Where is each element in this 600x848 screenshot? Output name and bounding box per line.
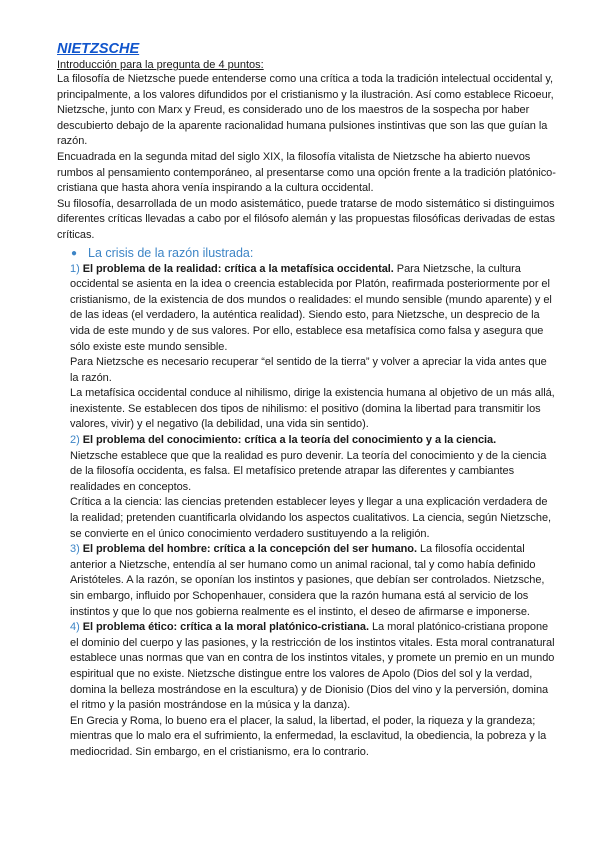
section-heading: El problema de la realidad: crítica a la metafísica occidental. — [82, 262, 394, 275]
section-paragraph: Para Nietzsche es necesario recuperar “el sentido de la tierra” y volver a apreciar la vida antes que la razón. — [70, 356, 547, 384]
document-page — [57, 40, 557, 761]
section-heading: El problema del conocimiento: crítica a la teoría del conocimiento y a la ciencia. — [82, 434, 497, 447]
section-paragraph: En Grecia y Roma, lo bueno era el placer, la salud, la libertad, el poder, la riqueza y la grandeza; mientras que lo malo era el sufrimiento, la enfermedad, la esclavitud, la obediencia, la pobreza y la mediocridad. Sin embargo, en el cristianismo, era lo contrario. — [70, 714, 547, 758]
section-paragraph: Crítica a la ciencia: las ciencias pretenden establecer leyes y llegar a una explicación verdadera de la realidad; pretenden cuantificarla olvidando los aspectos cualitativos. La ciencia, según Nietzsche, se convierte en el único conocimiento verdadero sustituyendo a la religión. — [70, 496, 552, 540]
bullet-item — [57, 245, 557, 262]
bullet-dot-icon: ● — [71, 247, 78, 259]
section-paragraph — [70, 542, 557, 620]
section-paragraph — [70, 433, 557, 449]
intro-paragraph: Encuadrada en la segunda mitad del siglo XIX, la filosofía vitalista de Nietzsche ha abierto nuevos rumbos al pensamiento contemporáneo, al presentarse como una opción frente a la tradición platónico-cristiana que hasta ahora venía inspirando a la cultura occidental. — [57, 150, 556, 195]
section-paragraph: Nietzsche establece que que la realidad es puro devenir. La teoría del conocimiento y de la ciencia de la filosofía occidenta, es falsa. El metafísico pretende atrapar las diferentes y cambiantes realidades en conceptos. — [70, 449, 547, 493]
section-heading: El problema ético: crítica a la moral platónico-cristiana. — [82, 621, 369, 634]
section-number: 2) — [70, 434, 80, 447]
section-paragraph — [70, 620, 557, 714]
section-paragraph — [70, 262, 557, 356]
section-text: La filosofía occidental anterior a Nietzsche, entendía al ser humano como un animal racional, tal y como había definido Aristóteles. A la razón, se oponían los instintos y pasiones, que debían ser controlados. Nietzsche, sin embargo, influido por Schopenhauer, considera que la razón humana está al servicio de los instintos y que lo que nos gobierna realmente es el instinto, el deseo de afirmarse e imponerse. — [70, 543, 545, 618]
section-hombre — [57, 542, 557, 620]
section-realidad — [57, 262, 557, 434]
section-paragraph: La metafísica occidental conduce al nihilismo, dirige la existencia humana al objetivo de un más allá, inexistente. Se establecen dos tipos de nihilismo: el positivo (domina la libertad para transmitir los valores, vivir) y el negativo (la debilidad, una vida sin sentido). — [70, 387, 555, 431]
section-number: 1) — [70, 262, 80, 275]
section-conocimiento — [57, 433, 557, 542]
intro-block — [57, 72, 557, 244]
section-number: 3) — [70, 543, 80, 556]
document-subtitle: Introducción para la pregunta de 4 puntos: — [57, 59, 264, 71]
section-heading: El problema del hombre: crítica a la concepción del ser humano. — [82, 543, 417, 556]
intro-paragraph: Su filosofía, desarrollada de un modo asistemático, puede tratarse de modo sistemático si distinguimos diferentes críticas llevadas a cabo por el filósofo alemán y las propuestas filosóficas derivadas de estas críticas. — [57, 197, 555, 241]
intro-paragraph: La filosofía de Nietzsche puede entenderse como una crítica a toda la tradición intelectual occidental y, principalmente, a los valores difundidos por el cristianismo y la ilustración. Así como establece Ricoeur, Nietzsche, junto con Marx y Freud, es considerado uno de los maestros de la sospecha por haber descubierto debajo de la aparente racionalidad humana pulsiones instintivas que son las que guían la razón. — [57, 73, 554, 148]
section-text: La moral platónico-cristiana propone el dominio del cuerpo y las pasiones, y la restricción de los instintos vitales. Esta moral contranatural establece unas normas que van en contra de los instintos vitales, y promete un premio en un mundo espiritual que no existe. Nietzsche distingue entre los valores de Apolo (Dios del sol y la verdad, domina la belleza mostrándose en la escultura) y de Dionisio (Dios del vino y la perversión, domina el ritmo y la pasión mostrándose en la música y la danza). — [70, 621, 555, 712]
section-etico — [57, 620, 557, 760]
section-number: 4) — [70, 621, 80, 634]
bullet-text: La crisis de la razón ilustrada: — [88, 245, 254, 260]
document-title: NIETZSCHE — [57, 41, 140, 57]
section-text: Para Nietzsche, la cultura occidental se asienta en la idea o creencia establecida por Platón, reafirmada posteriormente por el cristianismo, de la existencia de dos mundos o realidades: el mundo sensible (mundo aparente) y el de las ideas (el verdadero, la auténtica realidad). Siendo esto, para Nietzsche, un desprecio de la vida de este mundo y de sus valores. Por ello, establece esa metafísica como falsa y asegura que sólo existe este mundo sensible. — [70, 262, 552, 353]
